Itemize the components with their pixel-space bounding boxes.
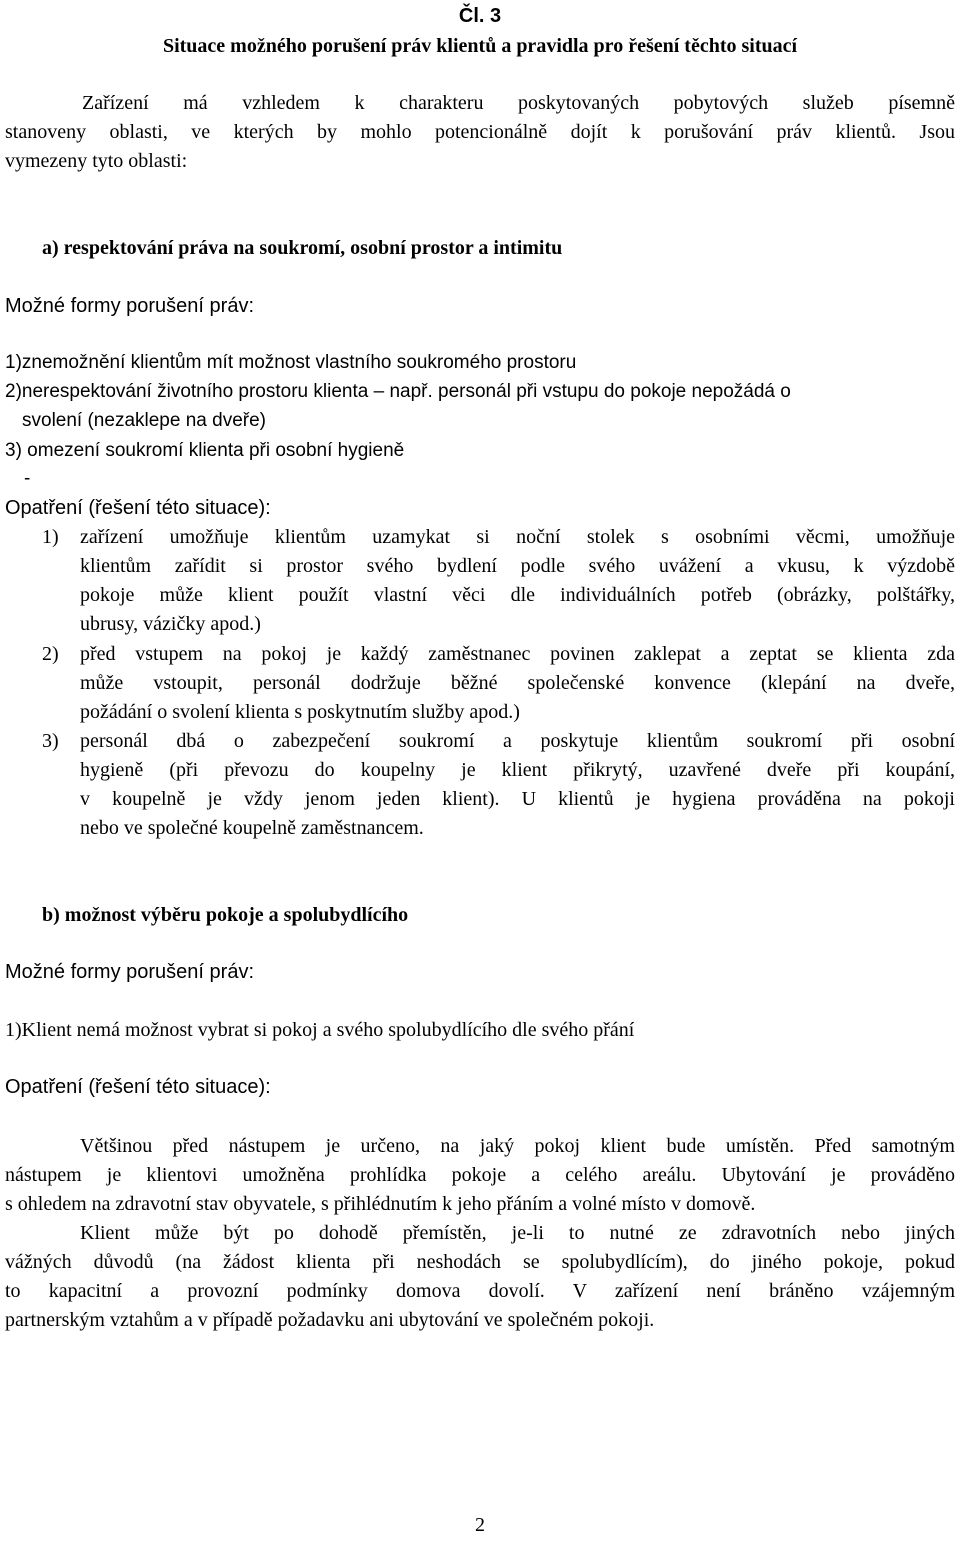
measure-1-number: 1): [42, 526, 59, 548]
section-a-violation-2-line-1: 2)nerespektování životního prostoru klienta – např. personál při vstupu do pokoje nepožádá o: [5, 381, 791, 402]
section-a-heading: a) respektování práva na soukromí, osobní prostor a intimitu: [42, 237, 563, 259]
section-b-p2-line-3: to kapacitní a provozní podmínky domova dovolí. V zařízení není bráněno vzájemným: [5, 1280, 955, 1302]
section-a-violation-3: 3) omezení soukromí klienta při osobní hygieně: [5, 440, 405, 461]
section-b-p2-line-1: Klient může být po dohodě přemístěn, je-li to nutné ze zdravotních nebo jiných: [80, 1222, 955, 1244]
intro-line-1: Zařízení má vzhledem k charakteru poskytovaných pobytových služeb písemně: [82, 92, 955, 114]
section-b-p2-line-4: partnerským vztahům a v případě požadavku ani ubytování ve společném pokoji.: [5, 1309, 655, 1331]
measure-3-line-1: personál dbá o zabezpečení soukromí a poskytuje klientům soukromí při osobní: [80, 730, 955, 752]
section-a-violation-2-line-2: svolení (nezaklepe na dveře): [22, 410, 266, 431]
measure-3-line-3: v koupelně je vždy jenom jeden klient). U klientů je hygiena prováděna na pokoji: [80, 788, 955, 810]
section-b-heading: b) možnost výběru pokoje a spolubydlícího: [42, 904, 409, 926]
section-b-p1-line-2: nástupem je klientovi umožněna prohlídka pokoje a celého areálu. Ubytování je prováděno: [5, 1164, 955, 1186]
section-b-p1-line-3: s ohledem na zdravotní stav obyvatele, s přihlédnutím k jeho přáním a volné místo v domově.: [5, 1193, 756, 1215]
measure-1-line-1: zařízení umožňuje klientům uzamykat si noční stolek s osobními věcmi, umožňuje: [80, 526, 955, 548]
intro-line-2: stanoveny oblasti, ve kterých by mohlo potencionálně dojít k porušování práv klientů. Jsou: [5, 121, 955, 143]
section-a-measures-label: Opatření (řešení této situace):: [5, 497, 271, 519]
section-b-violations-label: Možné formy porušení práv:: [5, 961, 254, 983]
section-b-violation-1: 1)Klient nemá možnost vybrat si pokoj a svého spolubydlícího dle svého přání: [5, 1019, 635, 1041]
measure-3-line-2: hygieně (při převozu do koupelny je klient přikrytý, uzavřené dveře při koupání,: [80, 759, 955, 781]
measure-2-line-2: může vstoupit, personál dodržuje běžné společenské konvence (klepání na dveře,: [80, 672, 955, 694]
article-title: Situace možného porušení práv klientů a pravidla pro řešení těchto situací: [162, 35, 798, 57]
section-a-violations-label: Možné formy porušení práv:: [5, 295, 254, 317]
section-b-measures-label: Opatření (řešení této situace):: [5, 1076, 271, 1098]
section-b-p2-line-2: vážných důvodů (na žádost klienta při neshodách se spolubydlícím), do jiného pokoje, pokud: [5, 1251, 955, 1273]
section-a-violation-dash: -: [24, 468, 31, 489]
measure-3-number: 3): [42, 730, 59, 752]
measure-1-line-4: ubrusy, vázičky apod.): [80, 613, 261, 635]
measure-2-number: 2): [42, 643, 59, 665]
measure-2-line-3: požádání o svolení klienta s poskytnutím služby apod.): [80, 701, 520, 723]
article-number: Čl. 3: [458, 5, 502, 27]
intro-line-3: vymezeny tyto oblasti:: [5, 150, 188, 172]
measure-2-line-1: před vstupem na pokoj je každý zaměstnanec povinen zaklepat a zeptat se klienta zda: [80, 643, 955, 665]
measure-3-line-4: nebo ve společné koupelně zaměstnancem.: [80, 817, 424, 839]
section-a-violation-1: 1)znemožnění klientům mít možnost vlastního soukromého prostoru: [5, 352, 577, 373]
section-b-p1-line-1: Většinou před nástupem je určeno, na jaký pokoj klient bude umístěn. Před samotným: [80, 1135, 955, 1157]
measure-1-line-2: klientům zařídit si prostor svého bydlení podle svého uvážení a vkusu, k výzdobě: [80, 555, 955, 577]
measure-1-line-3: pokoje může klient použít vlastní věci dle individuálních potřeb (obrázky, polštářky,: [80, 584, 955, 606]
page-number: 2: [475, 1514, 485, 1536]
